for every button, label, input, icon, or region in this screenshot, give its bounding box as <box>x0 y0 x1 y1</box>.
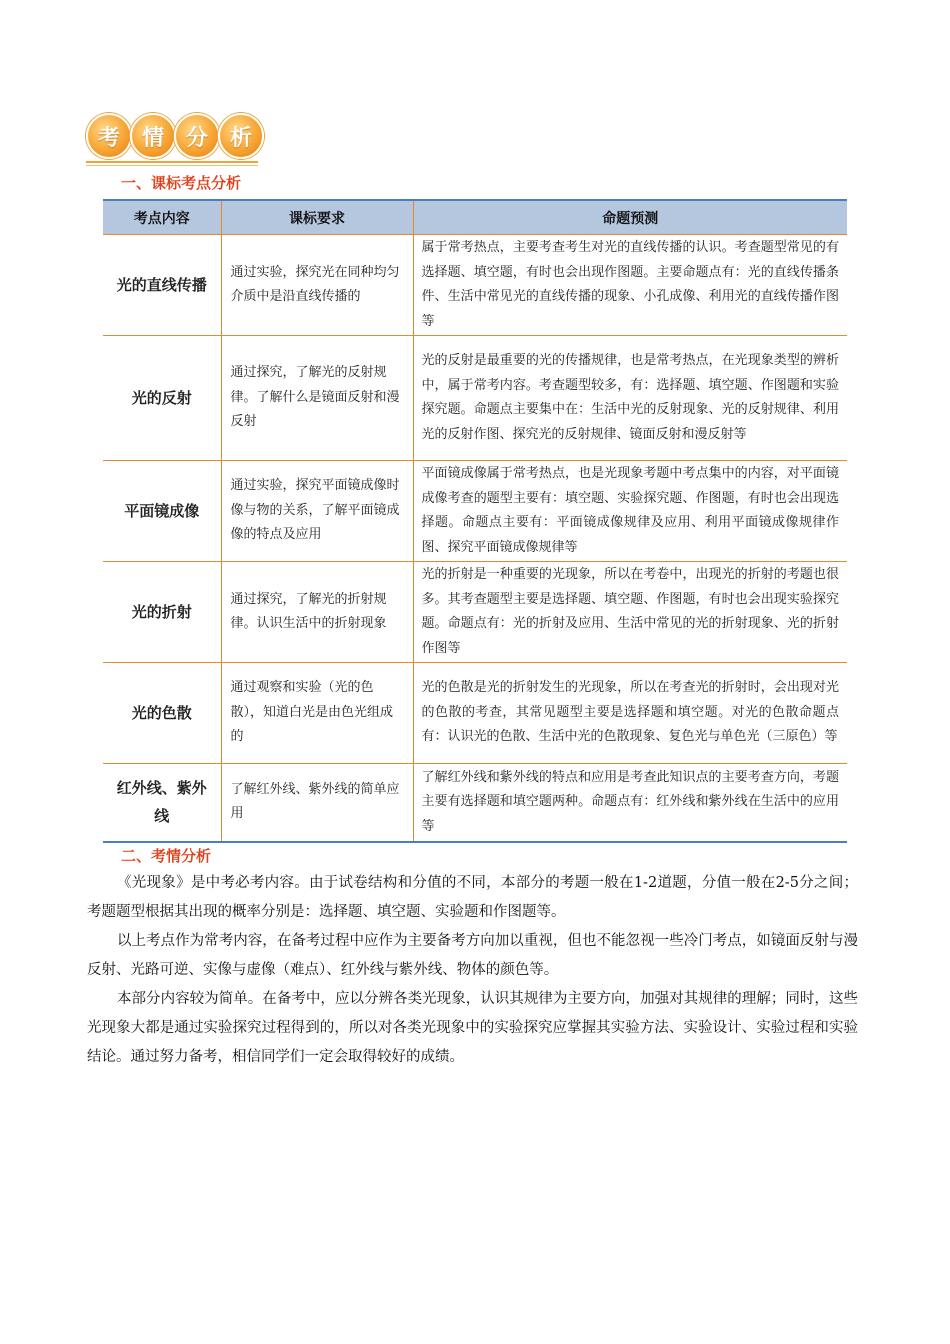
requirement-cell: 通过实验，探究平面镜成像时像与物的关系，了解平面镜成像的特点及应用 <box>221 461 413 562</box>
column-header-requirement: 课标要求 <box>221 200 413 235</box>
prediction-cell: 光的折射是一种重要的光现象，所以在考卷中，出现光的折射的考题也很多。其考查题型主要是选择题、填空题、作图题，有时也会出现实验探究题。命题点有：光的折射及应用、生活中常见的光的折射现象、光的折射作图等 <box>413 562 847 663</box>
analysis-paragraph: 本部分内容较为简单。在备考中，应以分辨各类光现象，认识其规律为主要方向，加强对其规律的理解；同时，这些光现象大都是通过实验探究过程得到的，所以对各类光现象中的实验探究应掌握其实验方法、实验设计、实验过程和实验结论。通过努力备考，相信同学们一定会取得较好的成绩。 <box>87 991 858 1065</box>
table-row <box>103 562 847 663</box>
prediction-cell: 属于常考热点，主要考查考生对光的直线传播的认识。考查题型常见的有选择题、填空题，有时也会出现作图题。主要命题点有：光的直线传播条件、生活中常见光的直线传播的现象、小孔成像、利用光的直线传播作图等 <box>413 235 847 336</box>
topic-cell: 红外线、紫外线 <box>103 764 221 842</box>
requirement-cell: 通过探究，了解光的折射规律。认识生活中的折射现象 <box>221 562 413 663</box>
badge-char: 析 <box>218 113 264 159</box>
badge-underline-thin <box>86 165 258 166</box>
table-row <box>103 764 847 842</box>
column-header-prediction: 命题预测 <box>413 200 847 235</box>
section-title-course-analysis: 一、课标考点分析 <box>121 174 242 192</box>
prediction-cell: 平面镜成像属于常考热点，也是光现象考题中考点集中的内容，对平面镜成像考查的题型主要有：填空题、实验探究题、作图题，有时也会出现选择题。命题点主要有：平面镜成像规律及应用、利用平面镜成像规律作图、探究平面镜成像规律等 <box>413 461 847 562</box>
table-row <box>103 235 847 336</box>
column-header-topic: 考点内容 <box>103 200 221 235</box>
exam-point-table <box>103 199 847 843</box>
requirement-cell: 通过实验，探究光在同种均匀介质中是沿直线传播的 <box>221 235 413 336</box>
topic-cell: 光的直线传播 <box>103 235 221 336</box>
table-row <box>103 663 847 764</box>
requirement-cell: 通过观察和实验（光的色散），知道白光是由色光组成的 <box>221 663 413 764</box>
section-title-exam-analysis: 二、考情分析 <box>121 847 212 865</box>
badge-char: 情 <box>130 113 176 159</box>
table-header-row <box>103 200 847 235</box>
badge-char: 分 <box>174 113 220 159</box>
requirement-cell: 通过探究，了解光的反射规律。了解什么是镜面反射和漫反射 <box>221 336 413 461</box>
prediction-cell: 了解红外线和紫外线的特点和应用是考查此知识点的主要考查方向，考题主要有选择题和填空题两种。命题点有：红外线和紫外线在生活中的应用等 <box>413 764 847 842</box>
prediction-cell: 光的反射是最重要的光的传播规律，也是常考热点，在光现象类型的辨析中，属于常考内容。考查题型较多，有：选择题、填空题、作图题和实验探究题。命题点主要集中在：生活中光的反射现象、光的反射规律、利用光的反射作图、探究光的反射规律、镜面反射和漫反射等 <box>413 336 847 461</box>
topic-cell: 光的折射 <box>103 562 221 663</box>
badge-underline <box>86 161 258 163</box>
badge-char: 考 <box>86 113 132 159</box>
prediction-cell: 光的色散是光的折射发生的光现象，所以在考查光的折射时，会出现对光的色散的考查，其常见题型主要是选择题和填空题。对光的色散命题点有：认识光的色散、生活中光的色散现象、复色光与单色光（三原色）等 <box>413 663 847 764</box>
topic-cell: 光的色散 <box>103 663 221 764</box>
requirement-cell: 了解红外线、紫外线的简单应用 <box>221 764 413 842</box>
section-badge <box>86 113 258 165</box>
analysis-paragraph: 以上考点作为常考内容，在备考过程中应作为主要备考方向加以重视，但也不能忽视一些冷门考点，如镜面反射与漫反射、光路可逆、实像与虚像（难点）、红外线与紫外线、物体的颜色等。 <box>87 933 858 978</box>
table-row <box>103 336 847 461</box>
table-row <box>103 461 847 562</box>
topic-cell: 光的反射 <box>103 336 221 461</box>
topic-cell: 平面镜成像 <box>103 461 221 562</box>
analysis-paragraph: 《光现象》是中考必考内容。由于试卷结构和分值的不同，本部分的考题一般在1-2道题，分值一般在2-5分之间；考题题型根据其出现的概率分别是：选择题、填空题、实验题和作图题等。 <box>87 875 858 920</box>
